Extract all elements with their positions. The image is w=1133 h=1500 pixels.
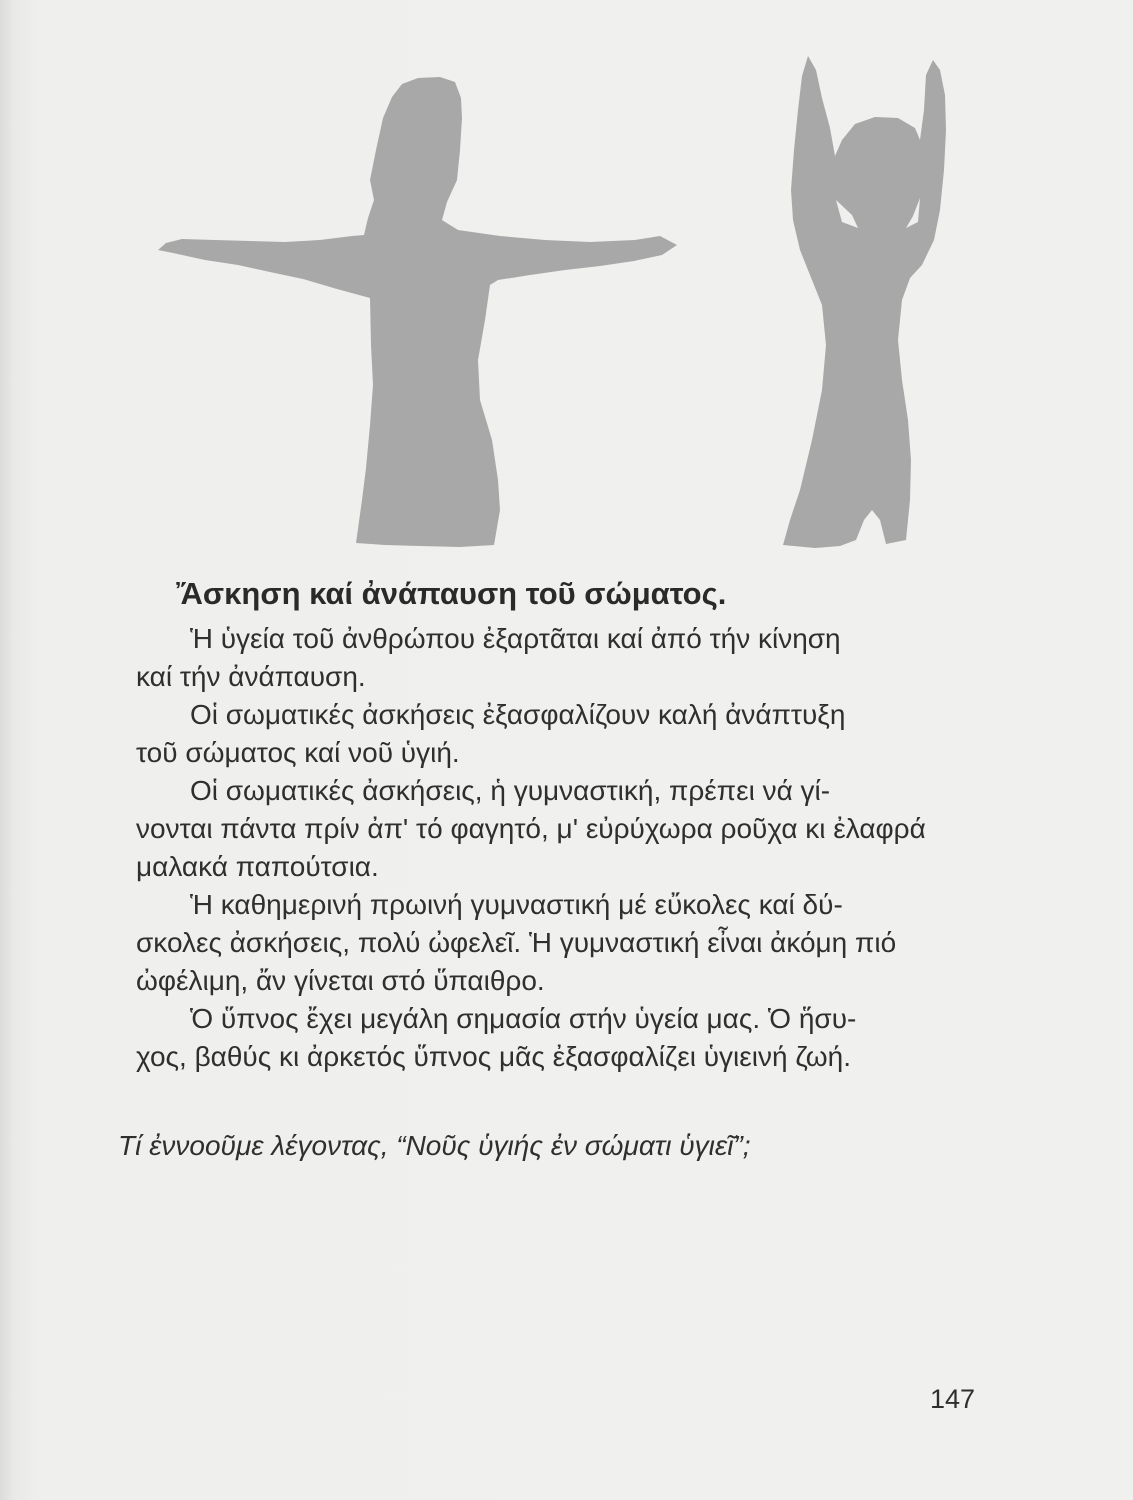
paragraph-4 [136,886,990,1000]
paragraph-2 [136,696,990,772]
exercise-illustration [0,0,1133,570]
paragraph-line: Οἱ σωματικές ἀσκήσεις ἐξασφαλίζουν καλή ἀνάπτυξη [190,699,846,730]
paragraph-line: Ἡ καθημερινή πρωινή γυμναστική μέ εὔκολες καί δύ- [190,889,843,920]
paragraph-line: Ἡ ὑγεία τοῦ ἀνθρώπου ἐξαρτᾶται καί ἀπό τήν κίνηση [190,623,841,654]
paragraph-continuation: χος, βαθύς κι ἀρκετός ὕπνος μᾶς ἐξασφαλίζει ὑγιεινή ζωή. [136,1041,851,1072]
paragraph-line: Ὁ ὕπνος ἔχει μεγάλη σημασία στήν ὑγεία μας. Ὁ ἥσυ- [190,1003,857,1034]
paragraph-1 [136,620,990,696]
text-block [136,574,990,1076]
paragraph-continuation: νονται πάντα πρίν ἀπ' τό φαγητό, μ' εὐρύχωρα ροῦχα κι ἐλαφρά μαλακά παπούτσια. [136,813,926,882]
paragraph-continuation: καί τήν ἀνάπαυση. [136,661,366,692]
section-heading: Ἄσκηση καί ἀνάπαυση τοῦ σώματος. [176,576,727,611]
paragraph-3 [136,772,990,886]
paragraph-continuation: τοῦ σώματος καί νοῦ ὑγιή. [136,737,460,768]
paragraph-5 [136,1000,990,1076]
page-number: 147 [930,1384,976,1414]
closing-question: Τί ἐννοοῦμε λέγοντας, “Νοῦς ὑγιής ἐν σώματι ὑγιεῖ”; [118,1130,751,1161]
figure-arms-outstretched [158,77,677,547]
paragraph-line: Οἱ σωματικές ἀσκήσεις, ἡ γυμναστική, πρέπει νά γί- [190,775,831,806]
figure-arms-raised [783,56,946,548]
paragraph-continuation: σκολες ἀσκήσεις, πολύ ὠφελεῖ. Ἡ γυμναστική εἶναι ἀκόμη πιό ὠφέλιμη, ἄν γίνεται στό ὕπαιθρο. [136,927,897,996]
